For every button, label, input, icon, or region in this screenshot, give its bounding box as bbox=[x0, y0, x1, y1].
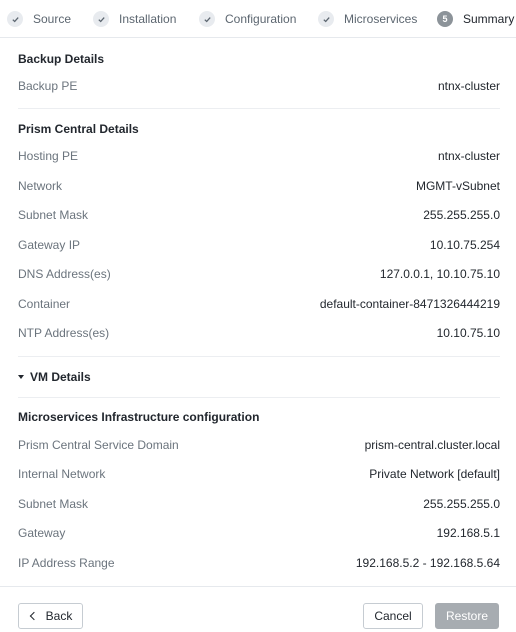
vm-details-toggle[interactable] bbox=[18, 370, 91, 384]
step-number-badge: 5 bbox=[437, 11, 453, 27]
back-button[interactable] bbox=[18, 603, 83, 629]
detail-value: default-container-8471326444219 bbox=[319, 297, 500, 311]
step-label: Source bbox=[33, 12, 72, 26]
detail-key: NTP Address(es) bbox=[18, 326, 110, 340]
detail-key: Gateway bbox=[18, 526, 66, 540]
back-button-label: Back bbox=[45, 609, 73, 623]
detail-row bbox=[18, 237, 500, 253]
check-icon bbox=[199, 11, 215, 27]
detail-value: ntnx-cluster bbox=[437, 79, 500, 93]
detail-value: 192.168.5.2 - 192.168.5.64 bbox=[355, 556, 500, 570]
detail-value: prism-central.cluster.local bbox=[364, 438, 500, 452]
section-title-microservices: Microservices Infrastructure configuration bbox=[18, 410, 260, 424]
detail-row bbox=[18, 148, 500, 164]
step-microservices[interactable] bbox=[318, 10, 417, 28]
detail-key: Network bbox=[18, 179, 63, 193]
detail-row bbox=[18, 437, 500, 453]
detail-key: Internal Network bbox=[18, 467, 106, 481]
step-label: Summary bbox=[463, 12, 515, 26]
detail-row bbox=[18, 325, 500, 341]
step-installation[interactable] bbox=[93, 10, 176, 28]
detail-value: 10.10.75.254 bbox=[429, 238, 500, 252]
restore-button[interactable]: Restore bbox=[435, 603, 499, 629]
detail-value: 255.255.255.0 bbox=[423, 208, 500, 222]
detail-key: Container bbox=[18, 297, 71, 311]
detail-key: IP Address Range bbox=[18, 556, 115, 570]
step-source[interactable] bbox=[7, 10, 71, 28]
detail-row bbox=[18, 525, 500, 541]
detail-key: Backup PE bbox=[18, 79, 78, 93]
caret-down-icon bbox=[18, 375, 24, 379]
step-configuration[interactable] bbox=[199, 10, 296, 28]
divider bbox=[18, 397, 500, 398]
detail-row bbox=[18, 266, 500, 282]
wizard-stepper bbox=[0, 0, 516, 38]
detail-value: 10.10.75.10 bbox=[436, 326, 500, 340]
cancel-button[interactable]: Cancel bbox=[363, 603, 423, 629]
detail-value: 255.255.255.0 bbox=[423, 497, 500, 511]
detail-key: Prism Central Service Domain bbox=[18, 438, 179, 452]
detail-value: 192.168.5.1 bbox=[436, 526, 500, 540]
detail-value: MGMT-vSubnet bbox=[415, 179, 500, 193]
step-label: Configuration bbox=[225, 12, 297, 26]
detail-row bbox=[18, 466, 500, 482]
detail-key: Subnet Mask bbox=[18, 208, 89, 222]
check-icon bbox=[93, 11, 109, 27]
detail-row bbox=[18, 555, 500, 571]
detail-key: Subnet Mask bbox=[18, 497, 89, 511]
detail-row bbox=[18, 207, 500, 223]
section-title-backup: Backup Details bbox=[18, 52, 105, 66]
detail-row bbox=[18, 296, 500, 312]
detail-key: DNS Address(es) bbox=[18, 267, 111, 281]
detail-value: 127.0.0.1, 10.10.75.10 bbox=[379, 267, 500, 281]
section-title-prism-central: Prism Central Details bbox=[18, 122, 139, 136]
chevron-left-icon bbox=[29, 612, 37, 620]
step-summary[interactable] bbox=[437, 10, 514, 28]
vm-details-label: VM Details bbox=[30, 370, 91, 384]
check-icon bbox=[318, 11, 334, 27]
detail-value: Private Network [default] bbox=[369, 467, 500, 481]
step-label: Installation bbox=[119, 12, 177, 26]
detail-row bbox=[18, 78, 500, 94]
detail-value: ntnx-cluster bbox=[437, 149, 500, 163]
check-icon bbox=[7, 11, 23, 27]
divider bbox=[18, 108, 500, 109]
detail-key: Hosting PE bbox=[18, 149, 79, 163]
wizard-footer bbox=[0, 586, 516, 632]
detail-key: Gateway IP bbox=[18, 238, 81, 252]
step-label: Microservices bbox=[344, 12, 418, 26]
detail-row bbox=[18, 496, 500, 512]
divider bbox=[18, 356, 500, 357]
detail-row bbox=[18, 178, 500, 194]
